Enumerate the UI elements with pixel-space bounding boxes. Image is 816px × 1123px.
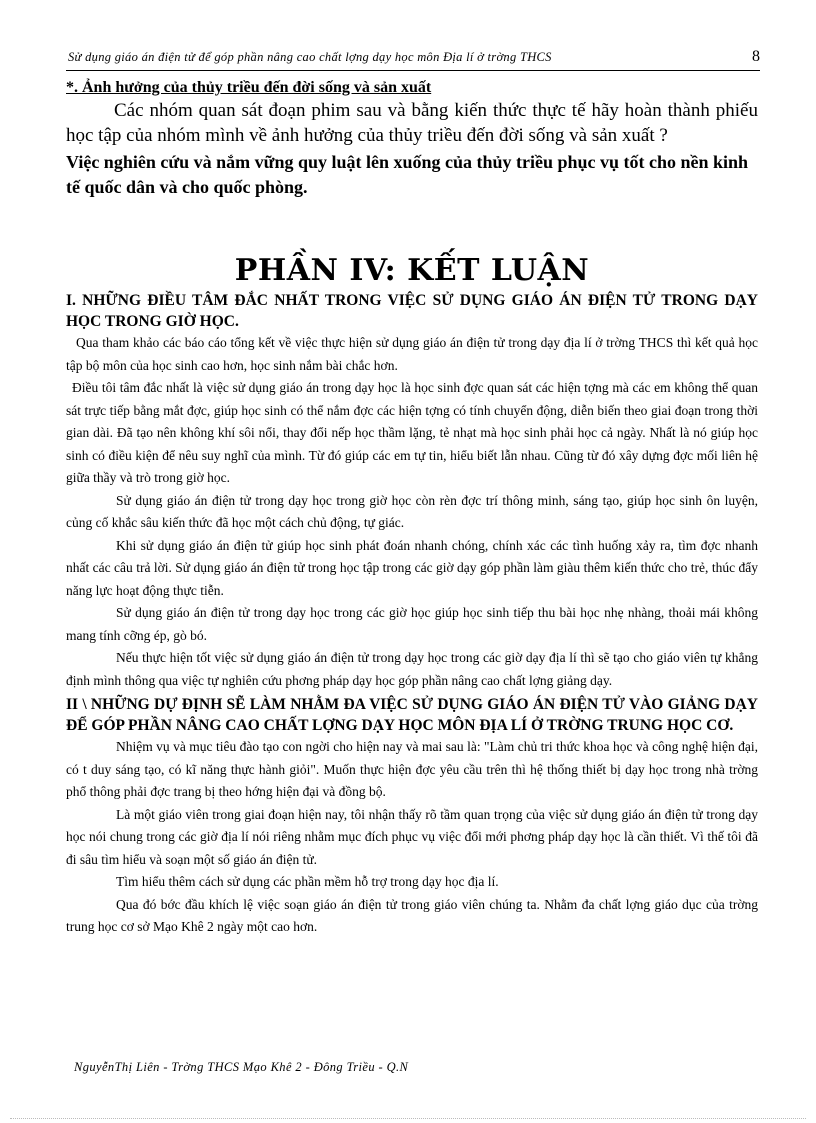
section-1-paragraph: Sử dụng giáo án điện tử trong dạy học trong giờ học còn rèn đợc trí thông minh, sáng tạo, giúp học sinh ôn luyện, củng cố khắc sâu kiến thức đã học một cách chủ động, tự giác. — [66, 492, 758, 530]
section-2-paragraph: Nhiệm vụ và mục tiêu đào tạo con ngời cho hiện nay và mai sau là: "Làm chủ tri thức khoa học và công nghệ hiện đại, có t duy sáng tạo, có kĩ năng thực hành giỏi". Muốn thực hiện đợc yêu cầu trên thì hệ thống thiết bị dạy học trong nhà trờng phổ thông phải đợc trang bị theo hớng hiện đại và đồng bộ. — [66, 739, 758, 799]
section-2-paragraph: Qua đó bớc đầu khích lệ việc soạn giáo án điện tử trong giáo viên chúng ta. Nhằm đa chất lợng giáo dục của trờng trung học cơ sở Mạo Khê 2 ngày một cao hơn. — [66, 896, 758, 934]
intro-heading: *. Ảnh hưởng của thủy triều đến đời sống và sản xuất — [66, 79, 432, 96]
page-number: 8 — [752, 48, 760, 65]
intro-paragraph-1: Các nhóm quan sát đoạn phim sau và bằng kiến thức thực tế hãy hoàn thành phiếu học tập của nhóm mình về ảnh hưởng của thủy triều đến đời sống và sản xuất ? — [66, 100, 758, 146]
section-1-paragraph: Sử dụng giáo án điện tử trong dạy học trong các giờ học giúp học sinh tiếp thu bài học nhẹ nhàng, thoải mái không mang tính cỡng ép, gò bó. — [66, 605, 758, 643]
page-footer: NguyễnThị Liên - Trờng THCS Mạo Khê 2 - Đông Triều - Q.N — [74, 1060, 409, 1074]
page-bottom-divider — [10, 1118, 806, 1119]
page-content — [66, 78, 758, 939]
intro-paragraph-2: Việc nghiên cứu và nắm vững quy luật lên xuống của thủy triều phục vụ tốt cho nền kinh tế quốc dân và cho quốc phòng. — [66, 152, 749, 197]
part-title: PHẦN IV: KẾT LUẬN — [234, 253, 590, 288]
section-2-heading: II \ NHỮNG DỰ ĐỊNH SẼ LÀM NHẰM ĐA VIỆC SỬ DỤNG GIÁO ÁN ĐIỆN TỬ VÀO GIẢNG DẠY ĐỂ GÓP PHẦN NÂNG CAO CHẤT LỢNG DẠY HỌC MÔN ĐỊA LÍ Ở TRỜNG TRUNG HỌC CƠ. — [66, 696, 758, 734]
section-1-paragraph: Điều tôi tâm đắc nhất là việc sử dụng giáo án trong dạy học là học sinh đợc quan sát các hiện tợng mà các em không thể quan sát trực tiếp bằng mắt đợc, giúp học sinh có thể nắm đợc các hiện tợng có tính chuyển động, diễn biến theo giai đoạn trong thời gian dài. Đã tạo nên không khí sôi nổi, thay đổi nếp học thầm lặng, tẻ nhạt mà học sinh phải học cả ngày. Nhất là nó giúp học sinh có điều kiện để nêu suy nghĩ của mình. Từ đó giúp các em tự tin, hiểu biết lẫn nhau. Cũng từ đó xây dựng đợc mối liên hệ giữa thầy và trò trong giờ học. — [66, 380, 758, 485]
section-2-paragraph: Là một giáo viên trong giai đoạn hiện nay, tôi nhận thấy rõ tầm quan trọng của việc sử dụng giáo án điện tử trong dạy học nói chung trong các giờ địa lí nói riêng nhằm mục đích phục vụ việc đổi mới phơng pháp dạy học là cần thiết. Vì thế tôi đã đi sâu tìm hiểu và soạn một số giáo án điện tử. — [66, 806, 758, 867]
section-1-heading: I. NHỮNG ĐIỀU TÂM ĐẮC NHẤT TRONG VIỆC SỬ DỤNG GIÁO ÁN ĐIỆN TỬ TRONG DẠY HỌC TRONG GIỜ HỌC. — [66, 292, 758, 330]
section-1-paragraph: Khi sử dụng giáo án điện tử giúp học sinh phát đoán nhanh chóng, chính xác các tình huống xảy ra, tìm đợc nhanh nhất các câu trả lời. Sử dụng giáo án điện tử trong học tập trong các giờ dạy góp phần làm giàu thêm kiến thức cho trẻ, thúc đẩy năng lực hoạt động thực tiễn. — [66, 537, 758, 598]
header-text: Sử dụng giáo án điện tử để góp phần nâng cao chất lợng dạy học môn Địa lí ở trờng THCS — [68, 50, 552, 64]
section-1-paragraph: Nếu thực hiện tốt việc sử dụng giáo án điện tử trong dạy học trong các giờ dạy địa lí thì sẽ tạo cho giáo viên tự khẳng định mình thông qua việc tự nghiên cứu phơng pháp dạy học góp phần nâng cao chất lợng giảng dạy. — [66, 650, 758, 688]
section-2-paragraph: Tìm hiểu thêm cách sử dụng các phần mềm hỗ trợ trong dạy học địa lí. — [116, 874, 499, 889]
section-1-paragraph: Qua tham khảo các báo cáo tổng kết về việc thực hiện sử dụng giáo án điện tử trong dạy địa lí ở trờng THCS thì kết quả học tập bộ môn của học sinh cao hơn, học sinh nắm bài chắc hơn. — [66, 335, 758, 373]
page-header — [66, 48, 760, 71]
